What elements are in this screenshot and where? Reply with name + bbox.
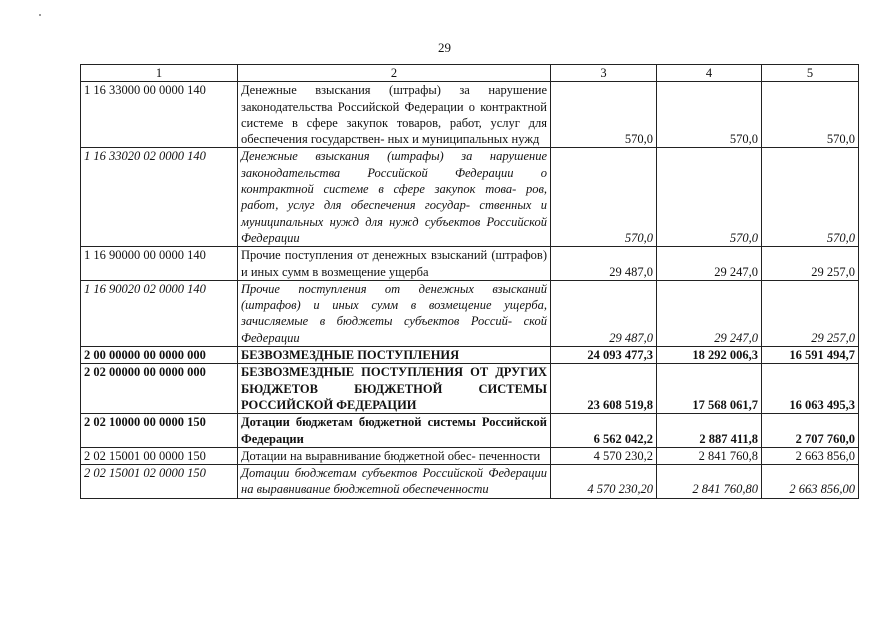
- row-value-col-3: 4 570 230,2: [551, 447, 657, 464]
- row-code: 1 16 33020 02 0000 140: [81, 148, 238, 247]
- row-name: Дотации бюджетам бюджетной системы Российской Федерации: [238, 414, 551, 448]
- budget-revenue-table: [80, 64, 859, 499]
- row-code: 2 02 10000 00 0000 150: [81, 414, 238, 448]
- row-name: Прочие поступления от денежных взысканий (штрафов) и иных сумм в возмещение ущерба: [238, 247, 551, 281]
- header-col-4: 4: [657, 65, 762, 82]
- row-value-col-3: 29 487,0: [551, 280, 657, 346]
- row-value-col-4: 2 841 760,80: [657, 465, 762, 499]
- table-row: [81, 347, 859, 364]
- scan-speck: [39, 14, 41, 16]
- row-value-col-3: 29 487,0: [551, 247, 657, 281]
- row-value-col-4: 29 247,0: [657, 247, 762, 281]
- row-value-col-5: 16 591 494,7: [762, 347, 859, 364]
- header-col-1: 1: [81, 65, 238, 82]
- row-value-col-4: 570,0: [657, 148, 762, 247]
- row-value-col-5: 2 663 856,0: [762, 447, 859, 464]
- row-value-col-5: 29 257,0: [762, 280, 859, 346]
- row-name: БЕЗВОЗМЕЗДНЫЕ ПОСТУПЛЕНИЯ ОТ ДРУГИХ БЮДЖЕТОВ БЮДЖЕТНОЙ СИСТЕМЫ РОССИЙСКОЙ ФЕДЕРАЦИИ: [238, 364, 551, 414]
- row-name: БЕЗВОЗМЕЗДНЫЕ ПОСТУПЛЕНИЯ: [238, 347, 551, 364]
- row-value-col-3: 24 093 477,3: [551, 347, 657, 364]
- row-name: Денежные взыскания (штрафы) за нарушение законодательства Российской Федерации о контрактной системе в сфере закупок това- ров, работ, услуг для обеспечения государ- ственных и муниципальных нужд для нужд субъектов Российской Федерации: [238, 148, 551, 247]
- row-code: 2 02 15001 02 0000 150: [81, 465, 238, 499]
- row-value-col-4: 29 247,0: [657, 280, 762, 346]
- row-value-col-3: 570,0: [551, 82, 657, 148]
- row-value-col-5: 2 707 760,0: [762, 414, 859, 448]
- table-header-row: [81, 65, 859, 82]
- table-row: [81, 247, 859, 281]
- row-value-col-3: 23 608 519,8: [551, 364, 657, 414]
- row-name: Дотации бюджетам субъектов Российской Федерации на выравнивание бюджетной обеспеченности: [238, 465, 551, 499]
- row-name: Дотации на выравнивание бюджетной обес- печенности: [238, 447, 551, 464]
- table-row: [81, 82, 859, 148]
- table-row: [81, 447, 859, 464]
- row-value-col-4: 2 887 411,8: [657, 414, 762, 448]
- row-value-col-5: 29 257,0: [762, 247, 859, 281]
- header-col-3: 3: [551, 65, 657, 82]
- row-value-col-3: 6 562 042,2: [551, 414, 657, 448]
- row-value-col-5: 16 063 495,3: [762, 364, 859, 414]
- row-value-col-4: 18 292 006,3: [657, 347, 762, 364]
- row-value-col-5: 2 663 856,00: [762, 465, 859, 499]
- row-code: 1 16 90020 02 0000 140: [81, 280, 238, 346]
- table-row: [81, 465, 859, 499]
- row-code: 2 00 00000 00 0000 000: [81, 347, 238, 364]
- table-row: [81, 148, 859, 247]
- row-code: 1 16 90000 00 0000 140: [81, 247, 238, 281]
- row-value-col-5: 570,0: [762, 82, 859, 148]
- row-value-col-4: 2 841 760,8: [657, 447, 762, 464]
- table-row: [81, 280, 859, 346]
- table-body: [81, 65, 859, 499]
- table-row: [81, 364, 859, 414]
- row-name: Денежные взыскания (штрафы) за нарушение законодательства Российской Федерации о контрактной системе в сфере закупок товаров, работ, услуг для обеспечения государствен- ных и муниципальных нужд: [238, 82, 551, 148]
- row-value-col-4: 17 568 061,7: [657, 364, 762, 414]
- row-value-col-5: 570,0: [762, 148, 859, 247]
- header-col-2: 2: [238, 65, 551, 82]
- page-number: 29: [438, 40, 451, 55]
- row-name: Прочие поступления от денежных взысканий (штрафов) и иных сумм в возмещение ущерба, зачисляемые в бюджеты субъектов Россий- ской Федерации: [238, 280, 551, 346]
- row-code: 1 16 33000 00 0000 140: [81, 82, 238, 148]
- row-value-col-4: 570,0: [657, 82, 762, 148]
- row-value-col-3: 570,0: [551, 148, 657, 247]
- header-col-5: 5: [762, 65, 859, 82]
- row-value-col-3: 4 570 230,20: [551, 465, 657, 499]
- row-code: 2 02 15001 00 0000 150: [81, 447, 238, 464]
- table-row: [81, 414, 859, 448]
- row-code: 2 02 00000 00 0000 000: [81, 364, 238, 414]
